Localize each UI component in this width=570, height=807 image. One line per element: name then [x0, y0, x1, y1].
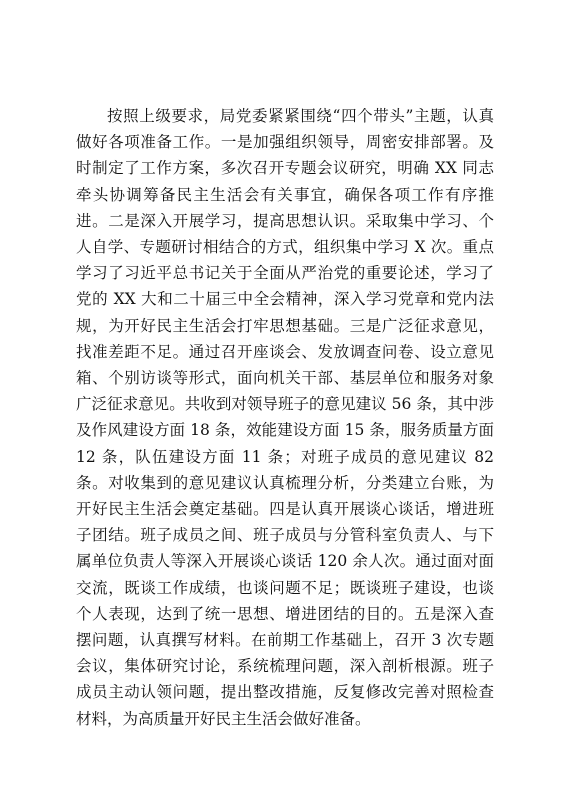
- body-paragraph: 按照上级要求，局党委紧紧围绕“四个带头”主题，认真做好各项准备工作。一是加强组织领导，周密安排部署。及时制定了工作方案，多次召开专题会议研究，明确 XX 同志牵头协调筹备民主生活会有关事宜，确保各项工作有序推进。二是深入开展学习，提高思想认识。采取集中学习、个人自学、专题研讨相结合的方式，组织集中学习 X 次。重点学习了习近平总书记关于全面从严治党的重要论述，学习了党的 XX 大和二十届三中全会精神，深入学习党章和党内法规，为开好民主生活会打牢思想基础。三是广泛征求意见，找准差距不足。通过召开座谈会、发放调查问卷、设立意见箱、个别访谈等形式，面向机关干部、基层单位和服务对象广泛征求意见。共收到对领导班子的意见建议 56 条，其中涉及作风建设方面 18 条，效能建设方面 15 条，服务质量方面 12 条，队伍建设方面 11 条；对班子成员的意见建议 82 条。对收集到的意见建议认真梳理分析，分类建立台账，为开好民主生活会奠定基础。四是认真开展谈心谈话，增进班子团结。班子成员之间、班子成员与分管科室负责人、与下属单位负责人等深入开展谈心谈话 120 余人次。通过面对面交流，既谈工作成绩，也谈问题不足；既谈班子建设，也谈个人表现，达到了统一思想、增进团结的目的。五是深入查摆问题，认真撰写材料。在前期工作基础上，召开 3 次专题会议，集体研究讨论，系统梳理问题，深入剖析根源。班子成员主动认领问题，提出整改措施，反复修改完善对照检查材料，为高质量开好民主生活会做好准备。: [76, 107, 494, 728]
